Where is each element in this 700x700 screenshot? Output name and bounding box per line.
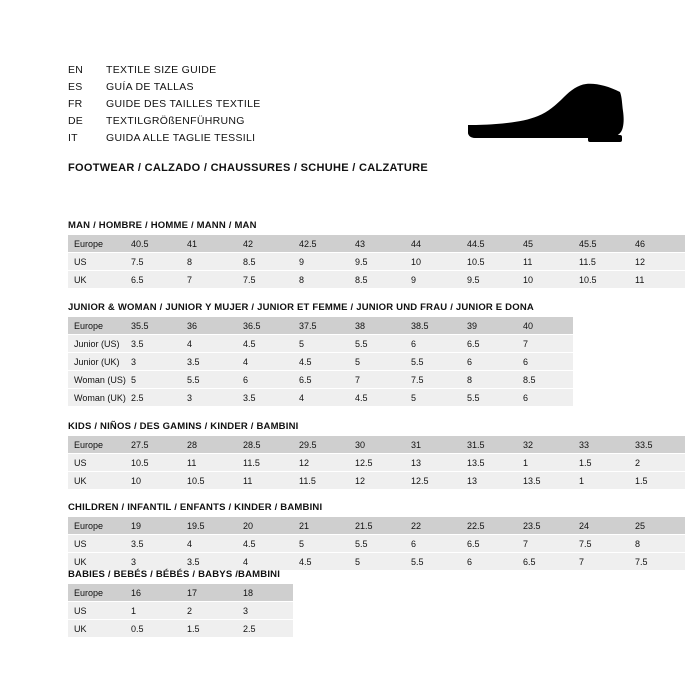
size-cell: 8 [181,253,237,271]
table-row [68,235,685,253]
size-cell: 4 [293,389,349,407]
size-cell: 5.5 [181,371,237,389]
size-cell: 46 [629,235,685,253]
row-label: Woman (US) [68,371,125,389]
row-label: Europe [68,584,125,602]
size-cell: 7 [181,271,237,289]
row-label: US [68,535,125,553]
size-cell: 7 [517,335,573,353]
size-cell: 19 [125,517,181,535]
size-cell: 4.5 [349,389,405,407]
size-section [68,421,653,490]
language-code: DE [68,115,83,127]
size-section [68,302,633,407]
size-cell: 6.5 [461,535,517,553]
size-cell: 7 [349,371,405,389]
document-header [68,62,638,147]
row-label: US [68,253,125,271]
dress-shoe-icon [438,80,638,150]
size-cell: 2 [181,602,237,620]
size-section [68,569,633,638]
size-cell: 45 [517,235,573,253]
size-table [68,235,685,289]
size-cell: 13 [405,454,461,472]
size-cell: 37.5 [293,317,349,335]
size-cell: 11.5 [293,472,349,490]
table-row [68,389,573,407]
size-cell: 24 [573,517,629,535]
size-cell: 38.5 [405,317,461,335]
size-cell: 4.5 [237,535,293,553]
size-cell: 3.5 [181,353,237,371]
size-cell: 31.5 [461,436,517,454]
size-cell: 33 [573,436,629,454]
size-cell: 13 [461,472,517,490]
table-row [68,271,685,289]
row-label: Junior (UK) [68,353,125,371]
language-title: GUIDA ALLE TAGLIE TESSILI [106,132,256,144]
size-cell: 1 [517,454,573,472]
size-table [68,436,685,490]
row-label: Europe [68,517,125,535]
table-row [68,436,685,454]
size-cell: 8 [461,371,517,389]
size-cell: 3.5 [125,535,181,553]
size-cell: 21.5 [349,517,405,535]
size-cell: 9.5 [349,253,405,271]
size-cell: 44.5 [461,235,517,253]
size-cell: 4 [181,535,237,553]
size-cell: 11 [517,253,573,271]
size-cell: 4.5 [237,335,293,353]
size-cell: 12.5 [405,472,461,490]
size-cell: 6.5 [125,271,181,289]
language-code: FR [68,98,83,110]
size-cell: 12 [349,472,405,490]
size-cell: 42 [237,235,293,253]
row-label: UK [68,271,125,289]
size-cell: 10 [405,253,461,271]
size-cell: 11 [237,472,293,490]
size-cell: 6 [237,371,293,389]
size-cell: 5 [349,353,405,371]
size-cell: 22.5 [461,517,517,535]
size-cell: 22 [405,517,461,535]
size-cell: 3.5 [181,553,237,571]
size-cell: 5.5 [349,535,405,553]
size-cell: 3.5 [125,335,181,353]
size-section [68,220,646,289]
size-cell: 9.5 [461,271,517,289]
size-cell: 11.5 [237,454,293,472]
size-cell: 3 [125,553,181,571]
size-cell: 32 [517,436,573,454]
size-cell: 10.5 [125,454,181,472]
size-cell: 6 [517,353,573,371]
section-title: MAN / HOMBRE / HOMME / MANN / MAN [68,220,257,231]
row-label: UK [68,620,125,638]
size-table [68,517,685,571]
size-cell: 20 [237,517,293,535]
size-cell: 6.5 [293,371,349,389]
size-cell: 12 [293,454,349,472]
size-cell: 3 [125,353,181,371]
size-cell: 2.5 [237,620,293,638]
size-cell: 4 [237,553,293,571]
table-row [68,517,685,535]
table-row [68,335,573,353]
size-cell: 45.5 [573,235,629,253]
table-row [68,454,685,472]
size-cell: 36 [181,317,237,335]
size-cell: 8.5 [349,271,405,289]
language-title: TEXTILGRÖßENFÜHRUNG [106,115,245,127]
language-title: TEXTILE SIZE GUIDE [106,64,217,76]
size-cell: 4.5 [293,353,349,371]
size-cell: 5 [293,335,349,353]
table-row [68,535,685,553]
size-cell: 41 [181,235,237,253]
size-cell: 6.5 [461,335,517,353]
table-row [68,317,573,335]
size-cell: 5 [125,371,181,389]
table-row [68,553,685,571]
row-label: Europe [68,235,125,253]
size-cell: 5.5 [405,553,461,571]
row-label: UK [68,472,125,490]
size-cell: 30 [349,436,405,454]
size-cell: 5.5 [349,335,405,353]
size-cell: 28.5 [237,436,293,454]
size-cell: 28 [181,436,237,454]
size-cell: 12 [629,253,685,271]
size-cell: 5 [293,535,349,553]
size-cell: 6 [461,553,517,571]
size-cell: 8.5 [237,253,293,271]
size-cell: 8 [629,535,685,553]
size-cell: 4 [181,335,237,353]
table-row [68,472,685,490]
row-label: Junior (US) [68,335,125,353]
size-cell: 5.5 [461,389,517,407]
size-cell: 0.5 [125,620,181,638]
section-title: JUNIOR & WOMAN / JUNIOR Y MUJER / JUNIOR ET FEMME / JUNIOR UND FRAU / JUNIOR E DONA [68,302,534,313]
size-cell: 7.5 [573,535,629,553]
size-cell: 39 [461,317,517,335]
size-cell: 19.5 [181,517,237,535]
page-title: FOOTWEAR / CALZADO / CHAUSSURES / SCHUHE / CALZATURE [68,162,429,174]
language-row [68,62,638,79]
section-title: BABIES / BEBÉS / BÉBÉS / BABYS /BAMBINI [68,569,281,580]
size-cell: 7.5 [237,271,293,289]
size-cell: 10 [125,472,181,490]
size-cell: 11 [181,454,237,472]
size-cell: 5 [405,389,461,407]
size-cell: 10.5 [573,271,629,289]
size-cell: 27.5 [125,436,181,454]
row-label: US [68,454,125,472]
size-cell: 1 [573,472,629,490]
size-cell: 3 [237,602,293,620]
size-cell: 16 [125,584,181,602]
size-cell: 13.5 [461,454,517,472]
size-cell: 1.5 [573,454,629,472]
size-cell: 4 [237,353,293,371]
size-cell: 36.5 [237,317,293,335]
section-title: CHILDREN / INFANTIL / ENFANTS / KINDER / BAMBINI [68,502,323,513]
size-cell: 21 [293,517,349,535]
row-label: UK [68,553,125,571]
size-cell: 2 [629,454,685,472]
size-cell: 6 [517,389,573,407]
size-cell: 8 [293,271,349,289]
size-cell: 6 [405,535,461,553]
size-table [68,584,293,638]
table-row [68,353,573,371]
section-title: KIDS / NIÑOS / DES GAMINS / KINDER / BAMBINI [68,421,299,432]
size-cell: 23.5 [517,517,573,535]
size-cell: 3.5 [237,389,293,407]
size-cell: 1.5 [181,620,237,638]
size-cell: 1 [125,602,181,620]
row-label: Woman (UK) [68,389,125,407]
size-cell: 7 [517,535,573,553]
language-code: EN [68,64,83,76]
table-row [68,584,293,602]
size-cell: 44 [405,235,461,253]
size-cell: 11 [629,271,685,289]
table-row [68,253,685,271]
size-cell: 10.5 [181,472,237,490]
size-cell: 9 [405,271,461,289]
size-cell: 8.5 [517,371,573,389]
language-title: GUÍA DE TALLAS [106,81,194,93]
size-cell: 13.5 [517,472,573,490]
row-label: Europe [68,436,125,454]
size-cell: 31 [405,436,461,454]
size-cell: 9 [293,253,349,271]
size-cell: 10 [517,271,573,289]
size-cell: 2.5 [125,389,181,407]
size-table [68,317,573,407]
size-cell: 5.5 [405,353,461,371]
table-row [68,620,293,638]
size-cell: 5 [349,553,405,571]
size-cell: 40 [517,317,573,335]
size-cell: 33.5 [629,436,685,454]
size-cell: 11.5 [573,253,629,271]
size-cell: 7.5 [405,371,461,389]
size-cell: 29.5 [293,436,349,454]
size-cell: 10.5 [461,253,517,271]
size-cell: 4.5 [293,553,349,571]
table-row [68,371,573,389]
size-cell: 7.5 [629,553,685,571]
size-cell: 42.5 [293,235,349,253]
row-label: Europe [68,317,125,335]
size-cell: 25 [629,517,685,535]
language-code: IT [68,132,78,144]
size-cell: 18 [237,584,293,602]
size-cell: 6 [405,335,461,353]
size-cell: 40.5 [125,235,181,253]
size-cell: 35.5 [125,317,181,335]
size-cell: 7.5 [125,253,181,271]
size-section [68,502,648,571]
size-cell: 7 [573,553,629,571]
size-cell: 12.5 [349,454,405,472]
size-cell: 38 [349,317,405,335]
language-title: GUIDE DES TAILLES TEXTILE [106,98,261,110]
size-cell: 6 [461,353,517,371]
size-cell: 43 [349,235,405,253]
size-cell: 1.5 [629,472,685,490]
size-cell: 17 [181,584,237,602]
size-cell: 6.5 [517,553,573,571]
language-code: ES [68,81,83,93]
row-label: US [68,602,125,620]
size-cell: 3 [181,389,237,407]
table-row [68,602,293,620]
